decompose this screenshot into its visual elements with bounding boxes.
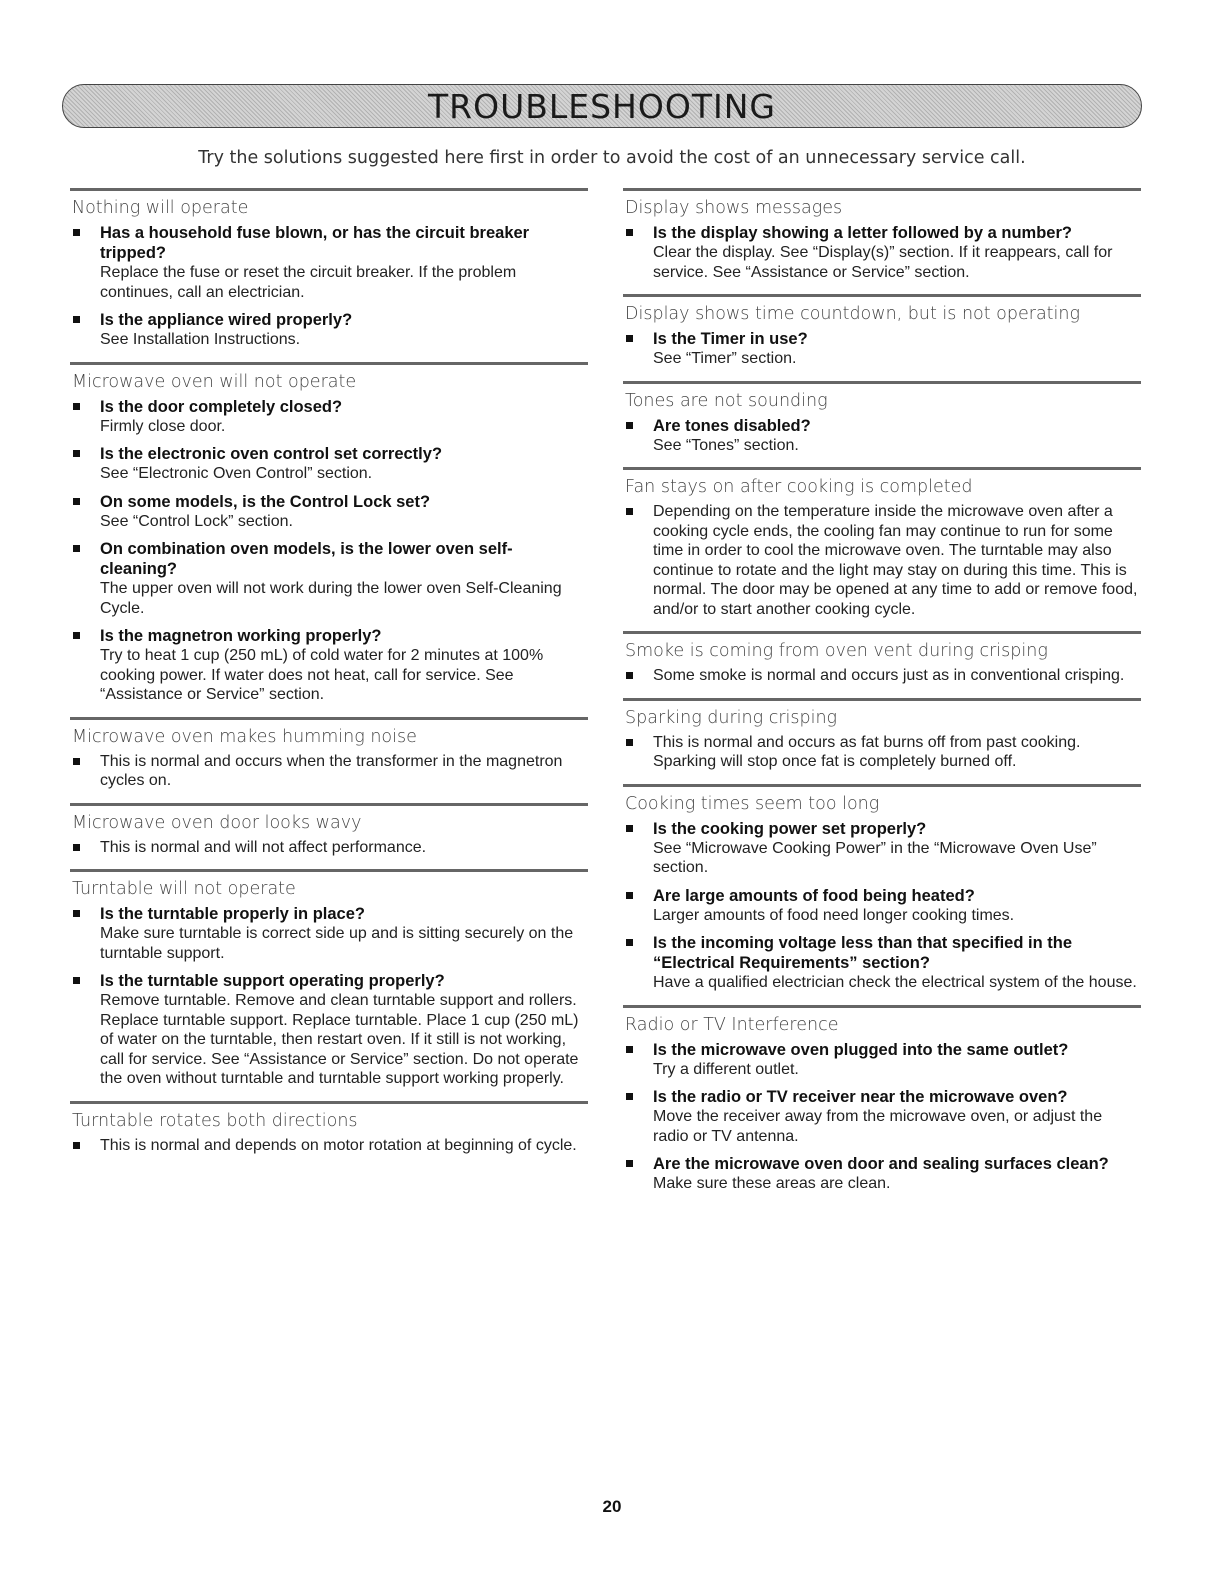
section-title: Turntable rotates both directions <box>72 1110 358 1131</box>
troubleshooting-section <box>623 784 1141 993</box>
answer-text: Move the receiver away from the microwave oven, or adjust the radio or TV antenna. <box>653 1108 1103 1145</box>
answer-text: The upper oven will not work during the lower oven Self-Cleaning Cycle. <box>100 580 562 617</box>
section-title: Display shows messages <box>625 198 843 218</box>
answer-text: This is normal and occurs as fat burns off from past cooking. Sparking will stop once fat is completely burned off. <box>653 733 1081 770</box>
answer-text: Some smoke is normal and occurs just as in conventional crisping. <box>653 667 1125 684</box>
question-text: Is the microwave oven plugged into the same outlet? <box>653 1040 1069 1059</box>
answer-text: Larger amounts of food need longer cooking times. <box>653 906 1015 924</box>
section-title: Nothing will operate <box>72 198 249 218</box>
answer-text: See “Tones” section. <box>653 436 799 454</box>
list-item <box>623 666 1141 686</box>
list-item <box>623 819 1141 878</box>
troubleshooting-section <box>70 188 588 350</box>
section-title: Smoke is coming from oven vent during crisping <box>625 641 1048 661</box>
answer-text: Firmly close door. <box>100 417 226 435</box>
answer-text: See Installation Instructions. <box>100 331 301 348</box>
troubleshooting-section <box>623 188 1141 282</box>
section-title: Sparking during crisping <box>625 707 838 728</box>
item-list <box>623 329 1141 369</box>
list-item <box>70 1136 588 1156</box>
answer-text: See “Microwave Cooking Power” in the “Microwave Oven Use” section. <box>653 839 1097 876</box>
answer-text: Make sure these areas are clean. <box>653 1175 891 1192</box>
question-text: Has a household fuse blown, or has the circuit breaker tripped? <box>100 224 530 262</box>
list-item <box>623 502 1141 619</box>
item-list <box>623 733 1141 772</box>
item-list <box>70 838 588 858</box>
left-column <box>70 188 588 1167</box>
item-list <box>623 502 1141 619</box>
section-title: Microwave oven door looks wavy <box>72 812 362 833</box>
section-title: Tones are not sounding <box>625 390 828 411</box>
section-title: Fan stays on after cooking is completed <box>625 477 973 497</box>
troubleshooting-section <box>623 294 1141 369</box>
item-list <box>70 1136 588 1156</box>
question-text: Is the magnetron working properly? <box>100 627 382 645</box>
question-text: Is the radio or TV receiver near the microwave oven? <box>653 1088 1068 1106</box>
title-banner <box>62 84 1142 128</box>
answer-text: This is normal and will not affect performance. <box>100 838 427 856</box>
question-text: Is the display showing a letter followed by a number? <box>653 224 1072 242</box>
list-item <box>623 933 1141 993</box>
question-text: On some models, is the Control Lock set? <box>100 492 431 511</box>
list-item <box>623 733 1141 772</box>
intro-text: Try the solutions suggested here first in order to avoid the cost of an unnecessary service call. <box>198 148 1026 168</box>
item-list <box>623 223 1141 282</box>
question-text: Is the electronic oven control set correctly? <box>100 445 443 463</box>
question-text: Are the microwave oven door and sealing surfaces clean? <box>653 1155 1109 1173</box>
list-item <box>70 397 588 437</box>
troubleshooting-section <box>70 869 588 1089</box>
page-title: TROUBLESHOOTING <box>428 87 776 126</box>
question-text: Is the Timer in use? <box>653 330 808 348</box>
troubleshooting-section <box>623 631 1141 686</box>
answer-text: This is normal and occurs when the transformer in the magnetron cycles on. <box>100 752 563 789</box>
troubleshooting-section <box>623 381 1141 456</box>
answer-text: This is normal and depends on motor rotation at beginning of cycle. <box>100 1136 577 1154</box>
right-column <box>623 188 1141 1206</box>
answer-text: Clear the display. See “Display(s)” section. If it reappears, call for service. See “Assistance or Service” section. <box>653 244 1113 281</box>
item-list <box>623 666 1141 686</box>
list-item <box>70 310 588 350</box>
answer-text: Remove turntable. Remove and clean turntable support and rollers. Replace turntable support. Replace turntable. Place 1 cup (250 mL) of water on the turntable, then restart oven. If it still is not working, call for service. See “Assistance or Service” section. Do not operate the oven without turntable and turntable support working properly. <box>100 992 579 1087</box>
item-list <box>70 752 588 791</box>
question-text: Are tones disabled? <box>653 416 811 435</box>
section-title: Turntable will not operate <box>72 879 296 899</box>
question-text: Is the incoming voltage less than that specified in the “Electrical Requirements” section? <box>653 934 1072 972</box>
list-item <box>623 329 1141 369</box>
list-item <box>70 838 588 858</box>
question-text: Is the appliance wired properly? <box>100 311 353 329</box>
item-list <box>623 416 1141 456</box>
question-text: On combination oven models, is the lower oven self-cleaning? <box>100 540 513 578</box>
item-list <box>70 223 588 350</box>
list-item <box>623 1154 1141 1194</box>
list-item <box>70 223 588 302</box>
answer-text: Try a different outlet. <box>653 1060 799 1078</box>
troubleshooting-section <box>623 467 1141 619</box>
list-item <box>623 223 1141 282</box>
item-list <box>70 397 588 705</box>
troubleshooting-section <box>623 1005 1141 1194</box>
list-item <box>623 1087 1141 1146</box>
section-title: Microwave oven will not operate <box>72 371 357 392</box>
item-list <box>623 819 1141 993</box>
section-title: Microwave oven makes humming noise <box>72 726 417 747</box>
page-number: 20 <box>602 1497 622 1516</box>
question-text: Is the turntable support operating properly? <box>100 972 445 990</box>
list-item <box>623 886 1141 926</box>
item-list <box>623 1040 1141 1194</box>
troubleshooting-section <box>70 362 588 705</box>
question-text: Is the door completely closed? <box>100 397 343 416</box>
list-item <box>623 416 1141 456</box>
troubleshooting-section <box>70 717 588 791</box>
section-title: Radio or TV Interference <box>625 1014 839 1035</box>
section-title: Display shows time countdown, but is not operating <box>625 304 1080 324</box>
answer-text: Try to heat 1 cup (250 mL) of cold water for 2 minutes at 100% cooking power. If water does not heat, call for service. See “Assistance or Service” section. <box>100 647 544 703</box>
troubleshooting-section <box>623 698 1141 772</box>
list-item <box>70 752 588 791</box>
list-item <box>70 626 588 705</box>
answer-text: Have a qualified electrician check the electrical system of the house. <box>653 974 1137 991</box>
list-item <box>623 1040 1141 1080</box>
list-item <box>70 971 588 1089</box>
question-text: Are large amounts of food being heated? <box>653 886 975 905</box>
answer-text: Depending on the temperature inside the microwave oven after a cooking cycle ends, the cooling fan may continue to run for some time in order to cool the microwave oven. The turntable may also continue to rotate and the light may stay on during this time. This is normal. The door may be opened at any time to add or remove food, and/or to start another cooking cycle. <box>653 503 1138 618</box>
question-text: Is the turntable properly in place? <box>100 905 365 923</box>
list-item <box>70 444 588 484</box>
answer-text: Replace the fuse or reset the circuit breaker. If the problem continues, call an electrician. <box>100 264 517 301</box>
answer-text: See “Timer” section. <box>653 350 797 367</box>
section-title: Cooking times seem too long <box>625 793 880 814</box>
question-text: Is the cooking power set properly? <box>653 819 927 838</box>
troubleshooting-section <box>70 803 588 858</box>
answer-text: See “Electronic Oven Control” section. <box>100 465 373 482</box>
list-item <box>70 492 588 532</box>
item-list <box>70 904 588 1089</box>
answer-text: Make sure turntable is correct side up and is sitting securely on the turntable support. <box>100 925 574 962</box>
list-item <box>70 539 588 618</box>
troubleshooting-section <box>70 1101 588 1156</box>
answer-text: See “Control Lock” section. <box>100 512 293 530</box>
list-item <box>70 904 588 963</box>
